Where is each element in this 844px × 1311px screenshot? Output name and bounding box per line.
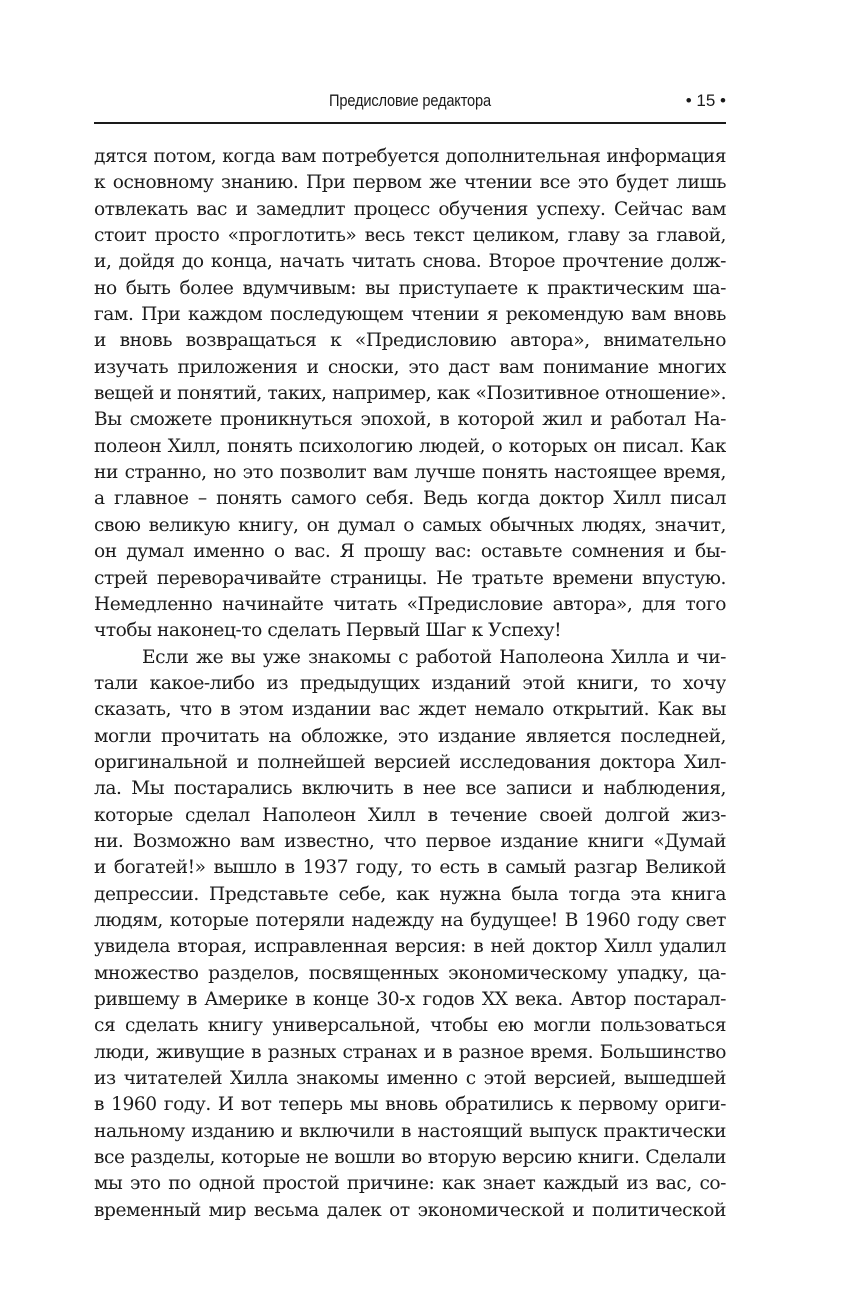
text-line: оригинальной и полнейшей версией исследования доктора Хил- [94,751,726,773]
text-line: Если же вы уже знакомы с работой Наполеона Хилла и чи- [142,646,726,668]
text-line: и богатей!» вышло в 1937 году, то есть в самый разгар Великой [94,857,726,879]
text-line: множество разделов, посвященных экономическому упадку, ца- [94,962,726,984]
text-line: он думал именно о вас. Я прошу вас: оставьте сомнения и бы- [94,541,726,563]
text-line: депрессии. Представьте себе, как нужна была тогда эта книга [94,883,726,905]
text-line: дятся потом, когда вам потребуется дополнительная информация [94,146,726,167]
text-line: из читателей Хилла знакомы именно с этой версией, вышедшей [94,1068,726,1090]
text-line: чтобы наконец-то сделать Первый Шаг к Успеху! [94,620,562,642]
text-line: сказать, что в этом издании вас ждет немало открытий. Как вы [94,699,726,721]
text-line: рившему в Америке в конце 30-х годов XX века. Автор постарал- [94,989,726,1010]
text-line: и, дойдя до конца, начать читать снова. Второе прочтение долж- [94,251,726,273]
text-line: Немедленно начинайте читать «Предисловие автора», для того [94,593,726,615]
text-line: гам. При каждом последующем чтении я рекомендую вам вновь [94,304,726,326]
text-line: нальному изданию и включили в настоящий выпуск практически [94,1120,726,1142]
text-line: тали какое-либо из предыдущих изданий этой книги, то хочу [94,672,726,694]
text-line: вещей и понятий, таких, например, как «Позитивное отношение». [94,383,726,405]
text-line: все разделы, которые не вошли во вторую версию книги. Сделали [94,1147,726,1169]
text-line: стоит просто «проглотить» весь текст целиком, главу за главой, [94,225,726,247]
text-line: увидела вторая, исправленная версия: в ней доктор Хилл удалил [94,936,726,958]
page-header [94,88,726,124]
text-line: изучать приложения и сноски, это даст вам понимание многих [94,356,726,378]
text-line: в 1960 году. И вот теперь мы вновь обратились к первому ориги- [94,1094,726,1116]
text-line: ни. Возможно вам известно, что первое издание книги «Думай [94,830,726,852]
text-line: могли прочитать на обложке, это издание является последней, [94,725,726,747]
text-line: и вновь возвращаться к «Предисловию автора», внимательно [94,330,726,352]
text-line: стрей переворачивайте страницы. Не тратьте времени впустую. [94,567,726,589]
body-text [94,144,726,1224]
text-line: Вы сможете проникнуться эпохой, в которой жил и работал На- [94,409,726,431]
text-line: ся сделать книгу универсальной, чтобы ею могли пользоваться [94,1015,726,1037]
running-title: Предисловие редактора [329,91,491,110]
text-line: мы это по одной простой причине: как знает каждый из вас, со- [94,1173,726,1195]
text-line: люди, живущие в разных странах и в разное время. Большинство [94,1041,726,1063]
text-line: но быть более вдумчивым: вы приступаете к практическим ша- [94,277,726,299]
text-line: полеон Хилл, понять психологию людей, о которых он писал. Как [94,435,726,457]
text-line: людям, которые потеряли надежду на будущее! В 1960 году свет [94,909,726,931]
text-line: а главное – понять самого себя. Ведь когда доктор Хилл писал [94,488,726,510]
text-line: к основному знанию. При первом же чтении все это будет лишь [94,172,726,194]
text-line: ла. Мы постарались включить в нее все записи и наблюдения, [94,778,726,800]
page-number: • 15 • [685,91,726,110]
text-line: свою великую книгу, он думал о самых обычных людях, значит, [94,514,726,536]
text-line: ни странно, но это позволит вам лучше понять настоящее время, [94,462,726,484]
text-line: временный мир весьма далек от экономической и политической [94,1199,726,1221]
text-line: которые сделал Наполеон Хилл в течение своей долгой жиз- [94,804,726,826]
text-line: отвлекать вас и замедлит процесс обучения успеху. Сейчас вам [94,198,726,220]
